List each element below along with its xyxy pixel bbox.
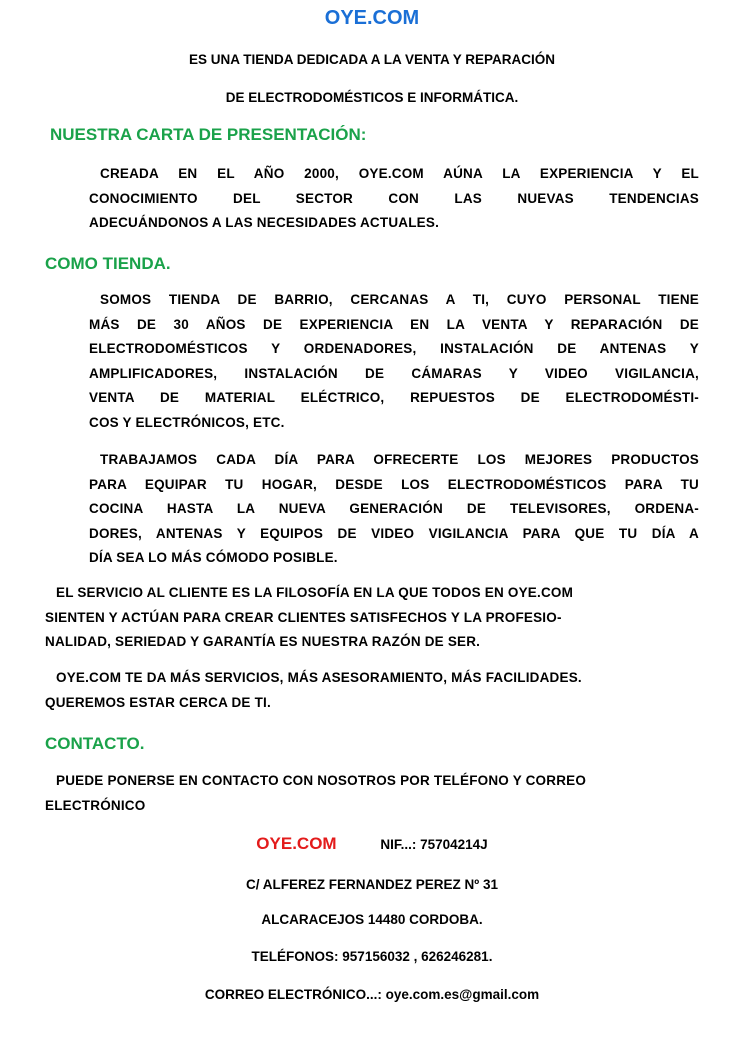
tienda-p1-line-1: SOMOS TIENDA DE BARRIO, CERCANAS A TI, CUYO PERSONAL TIENE	[100, 292, 699, 307]
tienda-heading: COMO TIENDA.	[45, 254, 171, 273]
email-line: CORREO ELECTRÓNICO...: oye.com.es@gmail.com	[204, 987, 540, 1002]
tienda-p1-line-3: ELECTRODOMÉSTICOS Y ORDENADORES, INSTALACIÓN DE ANTENAS Y	[89, 341, 699, 356]
tienda-p1-line-2: MÁS DE 30 AÑOS DE EXPERIENCIA EN LA VENTA Y REPARACIÓN DE	[89, 316, 699, 332]
page-title: OYE.COM	[324, 7, 420, 29]
contacto-paragraph	[45, 769, 700, 818]
servicio-paragraph	[45, 581, 700, 655]
presentacion-paragraph	[89, 162, 699, 236]
presentacion-line-3: ADECUÁNDONOS A LAS NECESIDADES ACTUALES.	[89, 215, 440, 230]
servicios-mas-paragraph	[45, 666, 700, 715]
servicios-mas-line-2: QUEREMOS ESTAR CERCA DE TI.	[45, 694, 271, 710]
subtitle-line-2: DE ELECTRODOMÉSTICOS E INFORMÁTICA.	[225, 90, 519, 105]
servicio-line-2: SIENTEN Y ACTÚAN PARA CREAR CLIENTES SATISFECHOS Y LA PROFESIO-	[45, 609, 562, 625]
servicio-line-3: NALIDAD, SERIEDAD Y GARANTÍA ES NUESTRA RAZÓN DE SER.	[45, 634, 481, 649]
contacto-heading: CONTACTO.	[45, 734, 145, 753]
tienda-p2-line-4: DORES, ANTENAS Y EQUIPOS DE VIDEO VIGILANCIA PARA QUE TU DÍA A	[89, 525, 699, 541]
tienda-p1-line-5: VENTA DE MATERIAL ELÉCTRICO, REPUESTOS DE ELECTRODOMÉSTI-	[89, 390, 699, 405]
tienda-p2-line-3: COCINA HASTA LA NUEVA GENERACIÓN DE TELEVISORES, ORDENA-	[89, 501, 699, 516]
contacto-line-1: PUEDE PONERSE EN CONTACTO CON NOSOTROS POR TELÉFONO Y CORREO	[56, 773, 587, 788]
servicios-mas-line-1: OYE.COM TE DA MÁS SERVICIOS, MÁS ASESORAMIENTO, MÁS FACILIDADES.	[56, 670, 582, 685]
address-line: C/ ALFEREZ FERNANDEZ PEREZ Nº 31	[246, 877, 498, 892]
servicio-line-1: EL SERVICIO AL CLIENTE ES LA FILOSOFÍA EN LA QUE TODOS EN OYE.COM	[56, 585, 574, 600]
tienda-p2-line-5: DÍA SEA LO MÁS CÓMODO POSIBLE.	[89, 550, 338, 565]
brand-name: OYE.COM	[256, 834, 337, 853]
tienda-p2-line-2: PARA EQUIPAR TU HOGAR, DESDE LOS ELECTRODOMÉSTICOS PARA TU	[89, 476, 699, 492]
presentacion-line-2: CONOCIMIENTO DEL SECTOR CON LAS NUEVAS TENDENCIAS	[89, 190, 699, 206]
phones-line: TELÉFONOS: 957156032 , 626246281.	[251, 949, 493, 964]
contact-brand-row	[0, 835, 744, 854]
tienda-p1-line-4: AMPLIFICADORES, INSTALACIÓN DE CÁMARAS Y VIDEO VIGILANCIA,	[89, 365, 699, 381]
tienda-p1-line-6: COS Y ELECTRÓNICOS, ETC.	[89, 414, 285, 430]
presentacion-line-1: CREADA EN EL AÑO 2000, OYE.COM AÚNA LA EXPERIENCIA Y EL	[100, 166, 699, 181]
city-line: ALCARACEJOS 14480 CORDOBA.	[261, 912, 483, 927]
subtitle-line-1: ES UNA TIENDA DEDICADA A LA VENTA Y REPARACIÓN	[188, 52, 556, 67]
presentacion-heading: NUESTRA CARTA DE PRESENTACIÓN:	[50, 125, 367, 144]
nif-value: NIF...: 75704214J	[380, 837, 488, 852]
tienda-paragraph-2	[89, 448, 699, 571]
tienda-paragraph-1	[89, 288, 699, 435]
contacto-line-2: ELECTRÓNICO	[45, 797, 146, 813]
tienda-p2-line-1: TRABAJAMOS CADA DÍA PARA OFRECERTE LOS MEJORES PRODUCTOS	[100, 452, 699, 467]
